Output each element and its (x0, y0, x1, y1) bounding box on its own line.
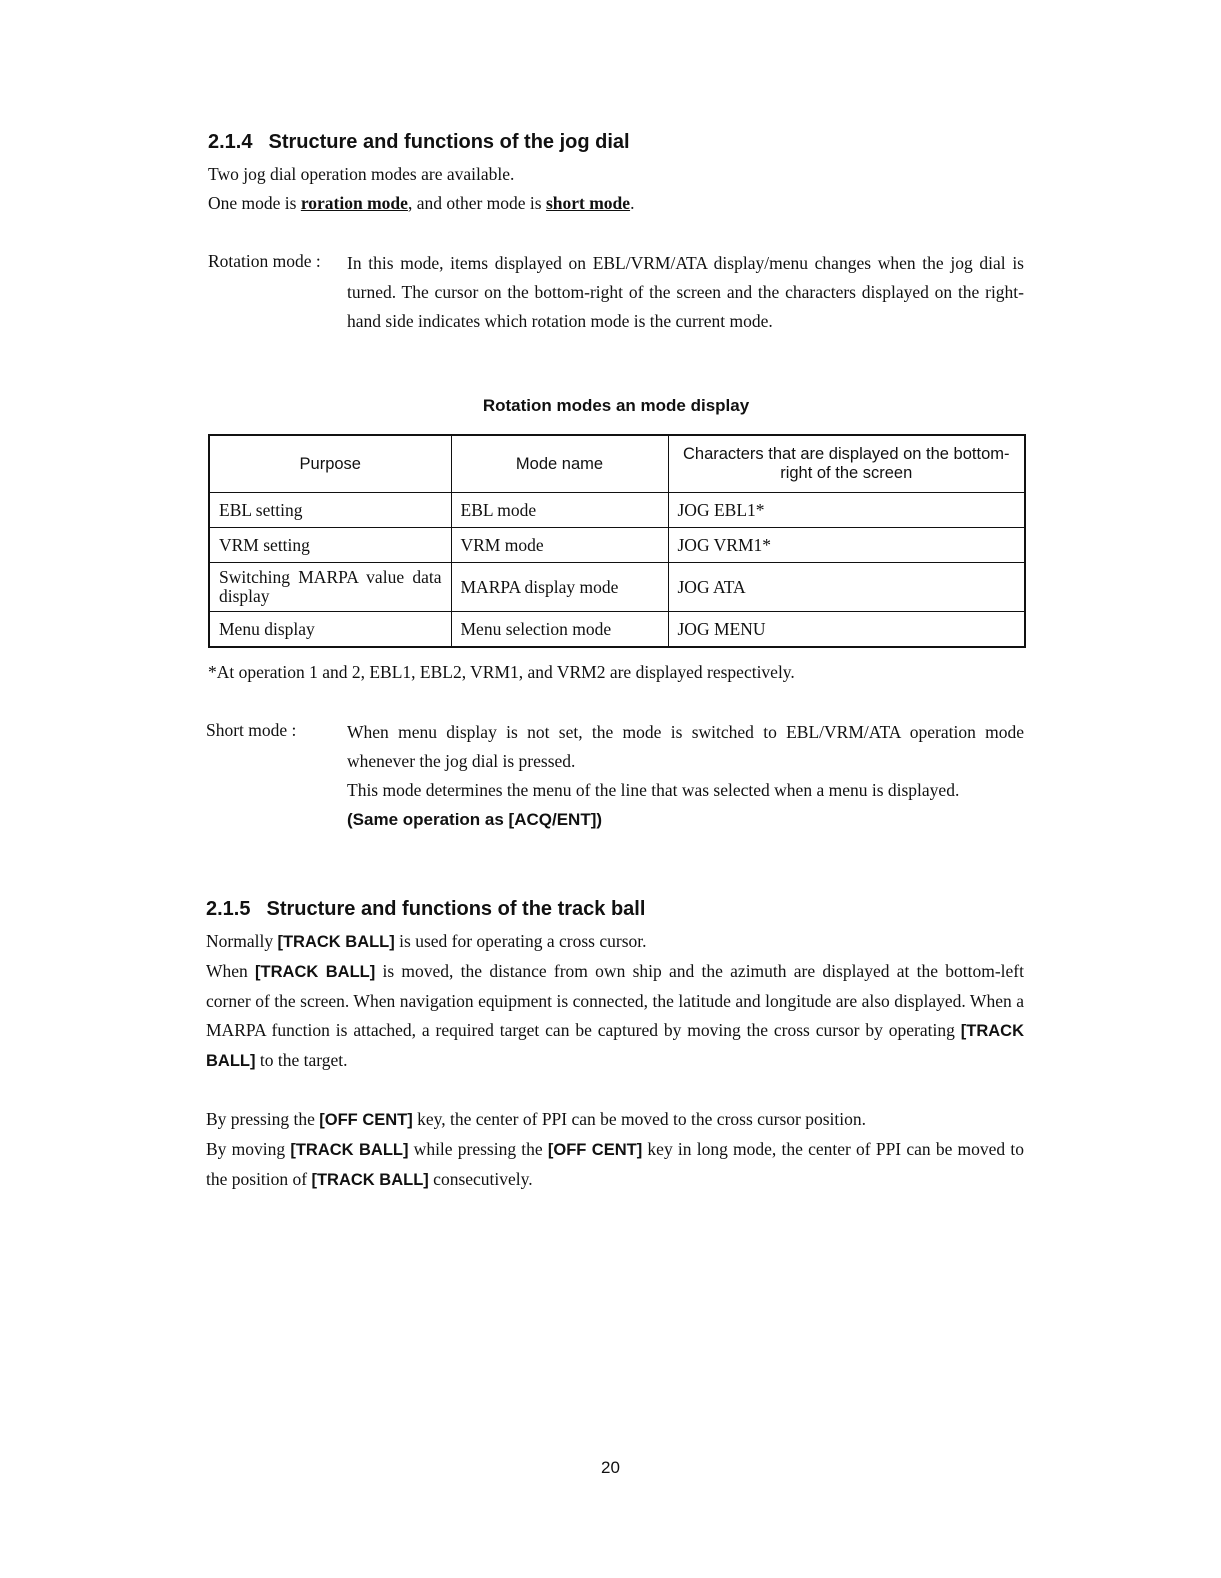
body-text: while pressing the (408, 1139, 548, 1159)
table-row (209, 612, 1025, 648)
table-cell: JOG MENU (668, 612, 1025, 648)
page-number: 20 (601, 1458, 620, 1477)
table-row (209, 563, 1025, 612)
header-characters: Characters that are displayed on the bottom-right of the screen (668, 435, 1025, 493)
intro-text: . (630, 193, 635, 213)
track-ball-key: [TRACK BALL] (206, 1022, 1024, 1070)
section-title: Structure and functions of the track ball (266, 898, 646, 920)
table-cell: JOG EBL1* (668, 493, 1025, 528)
header-mode-name: Mode name (451, 435, 668, 493)
body-text: By pressing the (206, 1109, 320, 1129)
table-cell: JOG VRM1* (668, 528, 1025, 563)
table-row (209, 528, 1025, 563)
section-title: Structure and functions of the jog dial (268, 131, 630, 153)
off-cent-key: [OFF CENT] (319, 1111, 413, 1129)
body-text: key, the center of PPI can be moved to the cross cursor position. (412, 1109, 867, 1129)
rotation-modes-table (208, 434, 1026, 648)
intro-text: , and other mode is (407, 193, 546, 213)
track-ball-key: [TRACK BALL] (277, 933, 395, 951)
body-text: By moving (206, 1139, 291, 1159)
table-footnote: *At operation 1 and 2, EBL1, EBL2, VRM1, and VRM2 are displayed respectively. (208, 662, 795, 682)
rotation-mode-label: Rotation mode : (208, 251, 321, 271)
off-cent-key: [OFF CENT] (547, 1141, 643, 1159)
rotation-mode-term: roration mode (300, 193, 408, 213)
intro-line-1: Two jog dial operation modes are available. (208, 164, 515, 184)
rotation-mode-description: In this mode, items displayed on EBL/VRM/ATA display/menu changes when the jog dial is turned. The cursor on the bottom-right of the screen and the characters displayed on the right-hand side indicates which rotation mode is the current mode. (347, 253, 1024, 331)
short-mode-text-2: This mode determines the menu of the line that was selected when a menu is displayed. (347, 780, 960, 800)
body-text: is used for operating a cross cursor. (394, 931, 647, 951)
intro-line-2 (208, 189, 1024, 218)
body-text: Normally (206, 931, 278, 951)
table-cell: Switching MARPA value data display (209, 563, 451, 612)
track-ball-paragraph-2 (206, 957, 1024, 1076)
short-mode-description (347, 718, 1024, 834)
table-caption: Rotation modes an mode display (482, 396, 750, 415)
body-text: to the target. (255, 1050, 348, 1070)
body-text: When (206, 961, 256, 981)
track-ball-key: [TRACK BALL] (255, 963, 376, 981)
track-ball-key: [TRACK BALL] (311, 1171, 429, 1189)
table-cell: JOG ATA (668, 563, 1025, 612)
track-ball-paragraph-3 (206, 1105, 1024, 1135)
table-row (209, 493, 1025, 528)
section-number: 2.1.4 (208, 131, 253, 153)
table-cell: Menu selection mode (451, 612, 668, 648)
jog-dial-intro (208, 160, 1024, 218)
table-cell: MARPA display mode (451, 563, 668, 612)
header-purpose: Purpose (209, 435, 451, 493)
track-ball-body (206, 927, 1024, 1195)
track-ball-key: [TRACK BALL] (290, 1141, 409, 1159)
table-cell: EBL setting (209, 493, 451, 528)
table-cell: Menu display (209, 612, 451, 648)
table-cell: VRM setting (209, 528, 451, 563)
body-text: consecutively. (428, 1169, 533, 1189)
section-number: 2.1.5 (206, 898, 251, 920)
track-ball-paragraph-4 (206, 1135, 1024, 1195)
table-header-row (209, 435, 1025, 493)
short-mode-term: short mode (545, 193, 631, 213)
short-mode-text-3: (Same operation as [ACQ/ENT]) (347, 810, 603, 829)
paragraph-spacer (206, 1076, 1024, 1105)
table-cell: EBL mode (451, 493, 668, 528)
intro-text: One mode is (208, 193, 301, 213)
body-text: key in long mode, the center of PPI can be moved to the position of (206, 1139, 1025, 1189)
body-text: is moved, the distance from own ship and the azimuth are displayed at the bottom-left corner of the screen. When navigation equipment is connected, the latitude and longitude are also displayed. When a MARPA function is attached, a required target can be captured by moving the cross cursor by operating (206, 961, 1024, 1040)
short-mode-label: Short mode : (206, 720, 297, 740)
section-heading-track-ball (206, 898, 645, 921)
section-heading-jog-dial (208, 131, 630, 154)
track-ball-paragraph-1 (206, 927, 1024, 957)
table-cell: VRM mode (451, 528, 668, 563)
short-mode-text-1: When menu display is not set, the mode is switched to EBL/VRM/ATA operation mode whenever the jog dial is pressed. (347, 722, 1024, 771)
